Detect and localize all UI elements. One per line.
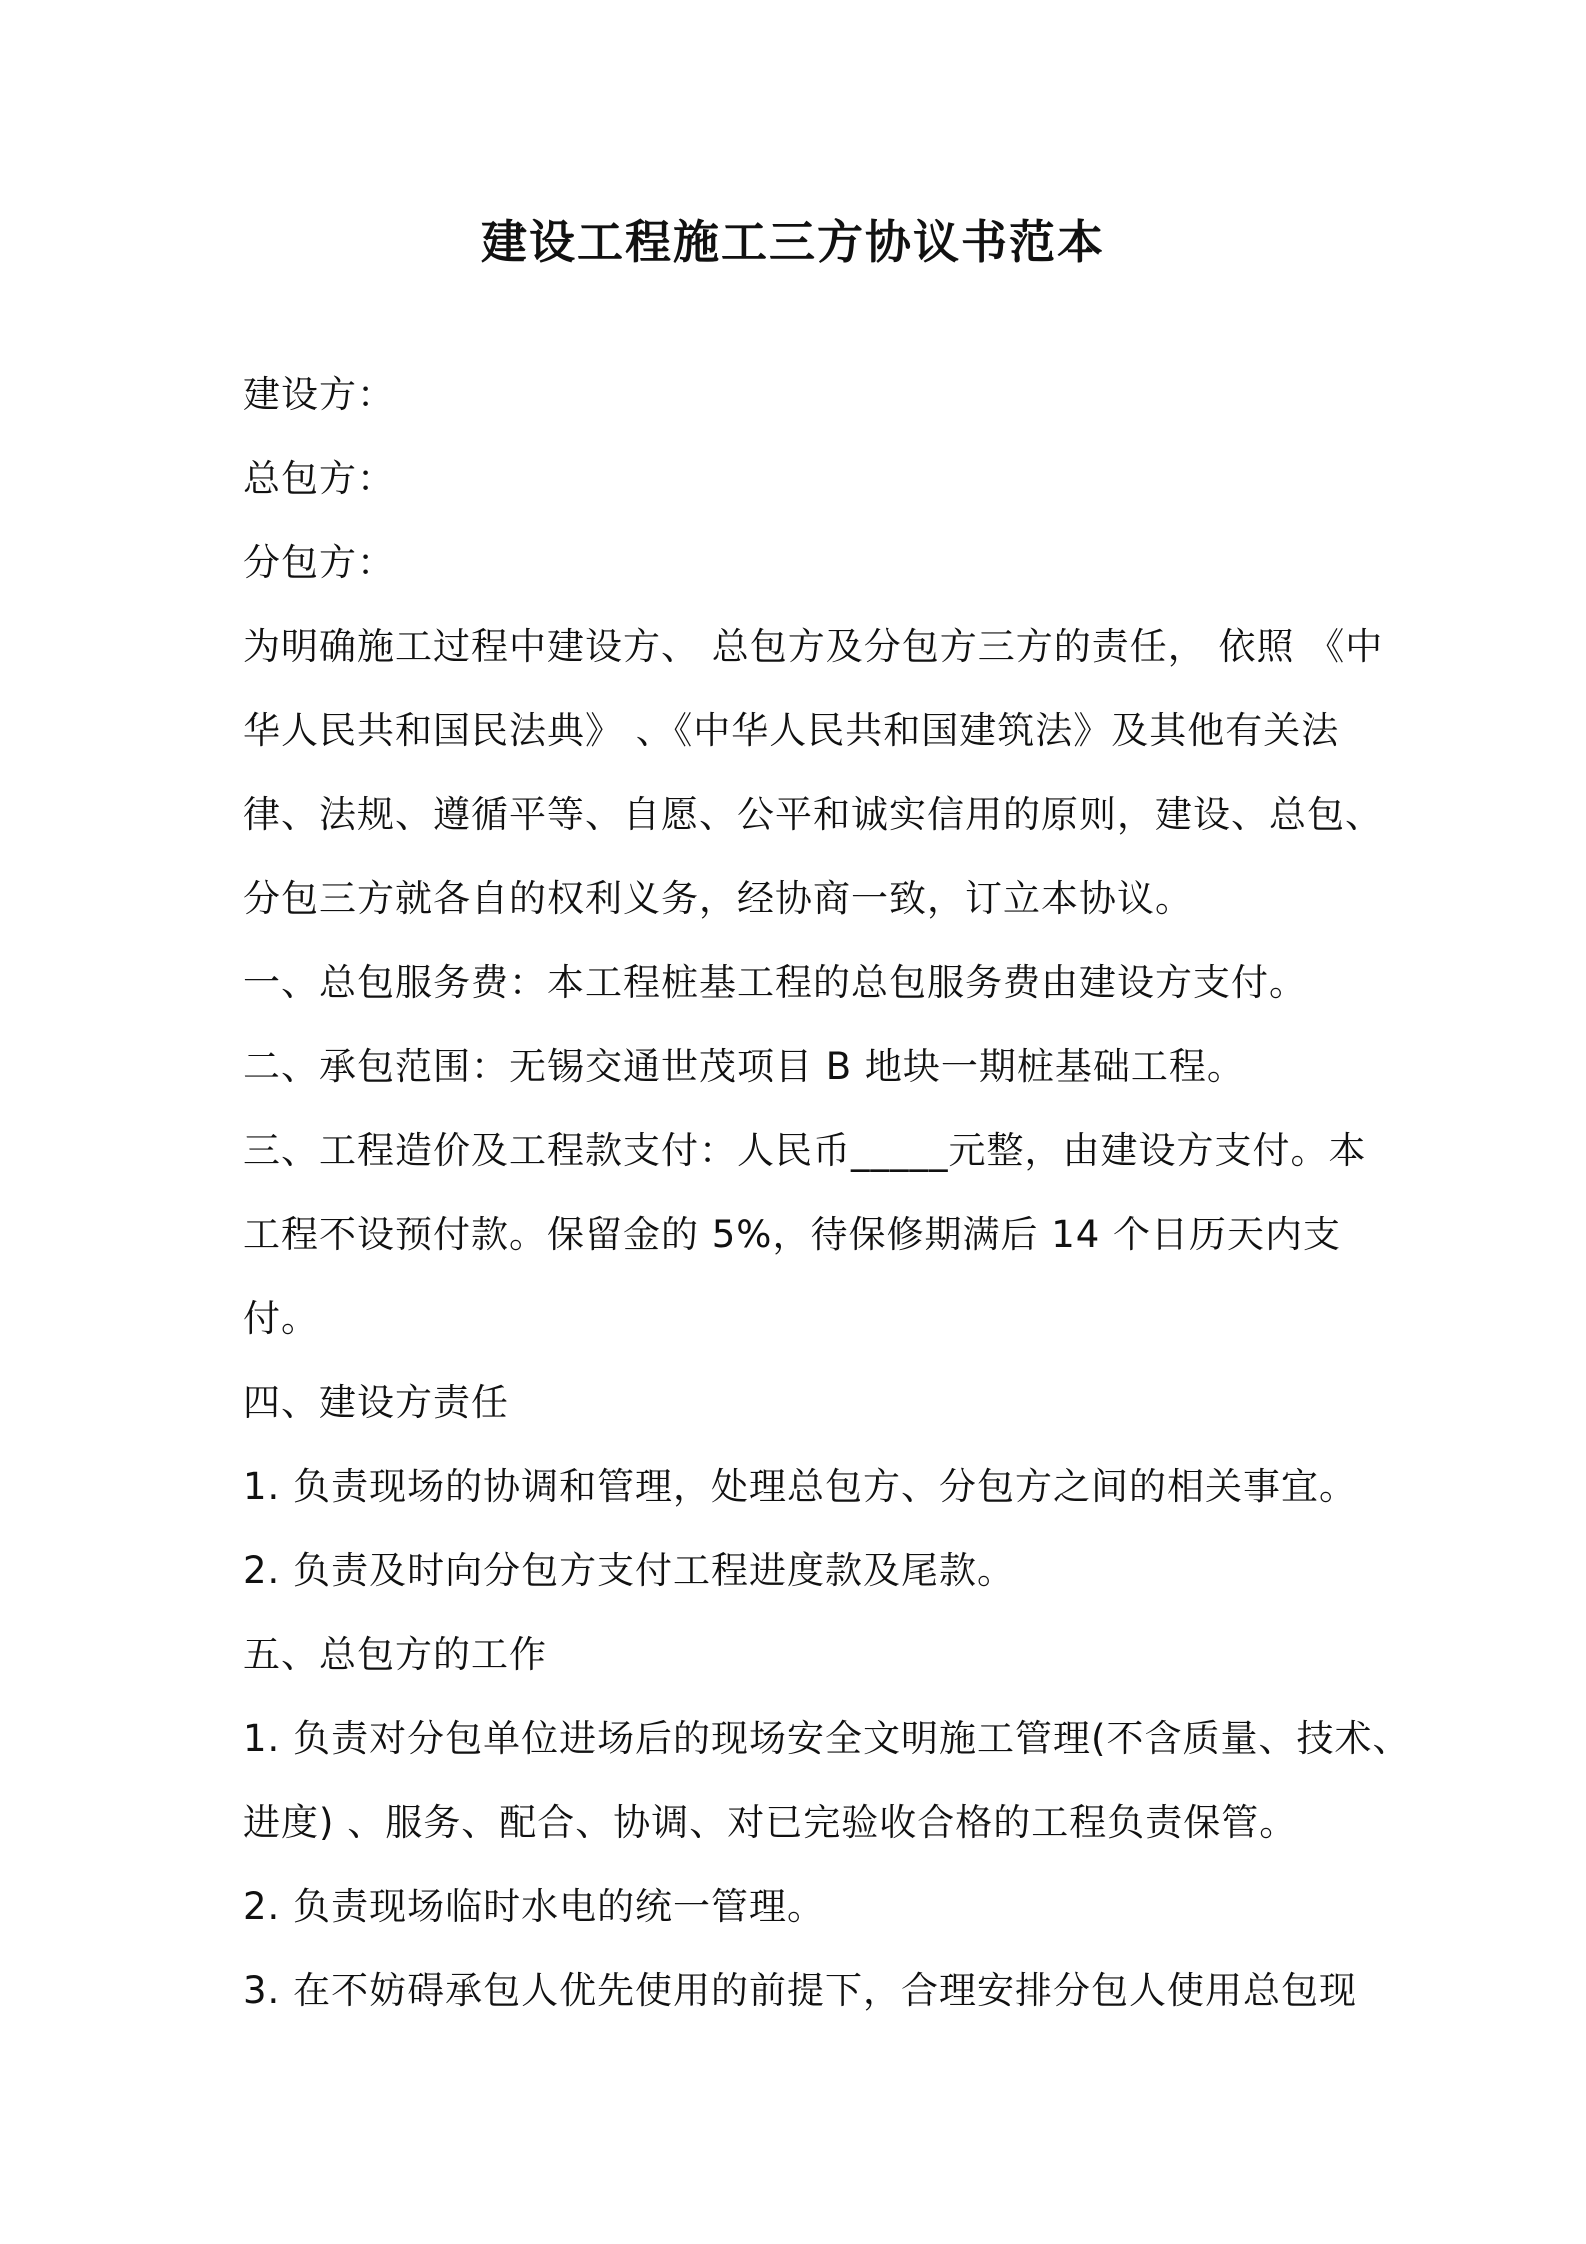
section-4-heading: 四、建设方责任 <box>243 1381 509 1424</box>
section-5-item-3: 3. 在不妨碍承包人优先使用的前提下，合理安排分包人使用总包现 <box>243 1969 1358 2012</box>
section-4-item-2: 2. 负责及时向分包方支付工程进度款及尾款。 <box>243 1549 1016 1592</box>
clause-2-line: 二、承包范围：无锡交通世茂项目 B 地块一期桩基础工程。 <box>243 1045 1245 1088</box>
document-title: 建设工程施工三方协议书范本 <box>481 215 1105 269</box>
section-5-item-2: 2. 负责现场临时水电的统一管理。 <box>243 1885 826 1928</box>
preamble-line: 律、法规、遵循平等、自愿、公平和诚实信用的原则，建设、总包、 <box>243 793 1383 836</box>
section-5-item-1: 1. 负责对分包单位进场后的现场安全文明施工管理(不含质量、技术、 <box>243 1717 1411 1760</box>
clause-3-line: 三、工程造价及工程款支付：人民币_____元整，由建设方支付。本 <box>243 1129 1367 1172</box>
party-subcontractor-line: 分包方： <box>243 541 395 584</box>
party-general-contractor-line: 总包方： <box>243 457 395 500</box>
clause-3-line: 付。 <box>243 1297 319 1340</box>
document-body <box>243 365 1411 2045</box>
preamble-line: 为明确施工过程中建设方、 总包方及分包方三方的责任， 依照 《中 <box>243 625 1384 668</box>
section-4-item-1: 1. 负责现场的协调和管理，处理总包方、分包方之间的相关事宜。 <box>243 1465 1358 1508</box>
party-construction-line: 建设方： <box>243 373 395 416</box>
clause-1-line: 一、总包服务费：本工程桩基工程的总包服务费由建设方支付。 <box>243 961 1307 1004</box>
section-5-heading: 五、总包方的工作 <box>243 1633 547 1676</box>
preamble-line: 华人民共和国民法典》 、《中华人民共和国建筑法》及其他有关法 <box>243 709 1340 752</box>
preamble-line: 分包三方就各自的权利义务，经协商一致，订立本协议。 <box>243 877 1193 920</box>
section-5-item-1: 进度) 、服务、配合、协调、对已完验收合格的工程负责保管。 <box>243 1801 1298 1844</box>
clause-3-line: 工程不设预付款。保留金的 5%，待保修期满后 14 个日历天内支 <box>243 1213 1342 1256</box>
